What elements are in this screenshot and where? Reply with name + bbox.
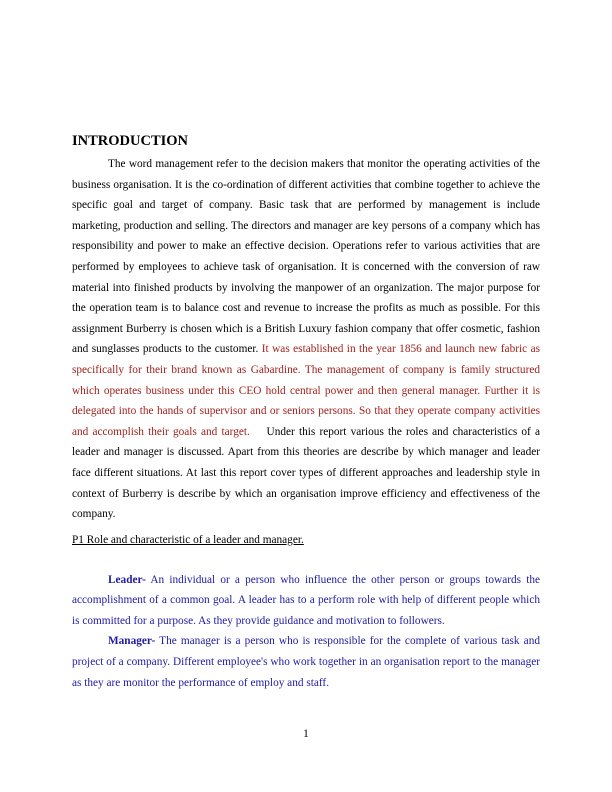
document-body [72,133,540,693]
leader-text: An individual or a person who influence the other person or groups towards the accomplishment of a common goal. A leader has to a perform role with help of different people which is committed for a purpose. As they provide guidance and motivation to followers. [72,573,540,627]
spacer [72,550,540,570]
intro-text-highlighted: It was established in the year 1856 and launch new fabric as specifically for their brand known as Gabardine. The management of company is family structured which operates business under this CEO hold central power and then general manager. Further it is delegated into the hands of supervisor and or seniors persons. So that they operate company activities and accomplish their goals and target. [72,343,540,438]
leader-term: Leader- [108,573,146,586]
manager-definition [72,631,540,693]
manager-text: The manager is a person who is responsible for the complete of various task and project of a company. Different employee's who work together in an organisation report to the manager as they are monitor the performance of employ and staff. [72,635,540,689]
section-title: P1 Role and characteristic of a leader and manager. [72,533,304,546]
page-title: INTRODUCTION [72,133,189,149]
leader-definition [72,570,540,632]
intro-text-2: Under this report various the roles and characteristics of a leader and manager is discussed. Apart from this theories are describe by which manager and leader face different situations. At last this report cover types of different approaches and leadership style in context of Burberry is describe by which an organisation improve efficiency and effectiveness of the company. [72,425,541,521]
intro-paragraph [72,154,540,525]
intro-text-1: The word management refer to the decision makers that monitor the operating activities of the business organisation. It is the co-ordination of different activities that combine together to achieve the specific goal and target of company. Basic task that are performed by management is include marketing, production and selling. The directors and manager are key persons of a company which has responsibility and power to make an effective decision. Operations refer to various activities that are performed by employees to achieve task of organisation. It is concerned with the conversion of raw material into finished products by involving the manpower of an organization. The major purpose for the operation team is to balance cost and revenue to increase the profits as much as possible. For this assignment Burberry is chosen which is a British Luxury fashion company that offer cosmetic, fashion and sunglasses products to the customer. [72,158,540,356]
manager-term: Manager- [108,635,156,648]
page-number: 1 [303,728,309,740]
